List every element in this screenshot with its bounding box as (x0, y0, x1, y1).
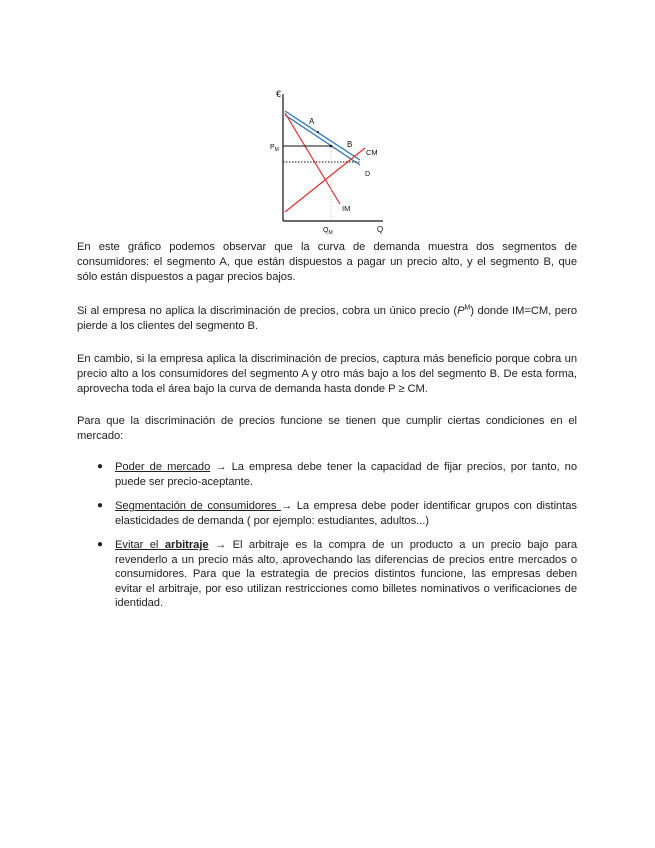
p2-text-end: ) donde IM=CM, pero pierde a los clientes del segmento B. (77, 305, 577, 333)
paragraph-graph-explanation: En este gráfico podemos observar que la curva de demanda muestra dos segmentos de consumidores: el segmento A, que están dispuestos a pagar un precio alto, y el segmento B, que sólo están dispuestos a pagar precios bajos. (77, 241, 577, 284)
a-segment-dot (317, 131, 319, 133)
qm-subscript: M (328, 230, 333, 236)
pm-label: P (270, 144, 275, 151)
y-axis-label: € (276, 89, 282, 99)
conditions-list (77, 460, 577, 621)
price-discrimination-diagram (265, 86, 395, 236)
condition-text: → La empresa debe tener la capacidad de fijar precios, por tanto, no puede ser precio-aceptante. (115, 461, 577, 488)
paragraph-with-discrimination: En cambio, si la empresa aplica la discriminación de precios, captura más beneficio porque cobra un precio alto a los consumidores del segmento A y otro más bajo a los del segmento B. De esta forma, aprovecha toda el área bajo la curva de demanda hasta donde P ≥ CM. (77, 353, 577, 396)
pm-subscript: M (274, 147, 279, 153)
bullet-dot: ● (97, 539, 103, 550)
pm-symbol-superscript: M (464, 304, 471, 312)
bullet-dot: ● (97, 500, 103, 511)
qm-axis-label (323, 227, 333, 236)
list-item (77, 538, 577, 611)
marginal-cost-line (285, 148, 365, 212)
condition-text: → El arbitraje es la compra de un producto a un precio bajo para revenderlo a un precio más alto, aprovechando las diferencias de precios entre mercados o consumidores. Para que la estrategia de precios distintos funcione, las empresas deben evitar el arbitraje, por eso utilizan restricciones como billetes nominativos o verificaciones de identidad. (115, 539, 577, 609)
condition-text: → La empresa debe poder identificar grupos con distintas elasticidades de demanda ( por ejemplo: estudiantes, adultos...) (115, 500, 577, 527)
im-curve-label: IM (342, 204, 351, 213)
cm-curve-label: CM (366, 148, 378, 157)
segment-b-label: B (347, 140, 353, 149)
price-discrimination-figure (265, 86, 395, 236)
condition-term-market-power: Poder de mercado (115, 461, 211, 473)
list-item (77, 460, 577, 489)
pm-symbol: P (457, 305, 465, 317)
qm-label: Q (323, 227, 329, 234)
p2-text-start: Si al empresa no aplica la discriminación de precios, cobra un único precio ( (77, 305, 458, 317)
demand-curve-label: D (365, 171, 371, 178)
paragraph-conditions-intro: Para que la discriminación de precios funcione se tienen que cumplir ciertas condiciones en el mercado: (77, 415, 577, 443)
pm-axis-label (270, 144, 279, 153)
condition-term-arbitrage: arbitraje (164, 539, 209, 551)
condition-term-segmentation: Segmentación de consumidores (115, 500, 282, 512)
condition-term-arbitrage-prefix: Evitar el (115, 539, 165, 551)
paragraph-no-discrimination (77, 304, 577, 334)
demand-curve-upper (285, 111, 360, 160)
segment-a-label: A (309, 117, 315, 126)
list-item (77, 499, 577, 528)
x-axis-label: Q (377, 225, 384, 234)
bullet-dot: ● (97, 461, 103, 472)
pm-point-dot (330, 145, 333, 148)
